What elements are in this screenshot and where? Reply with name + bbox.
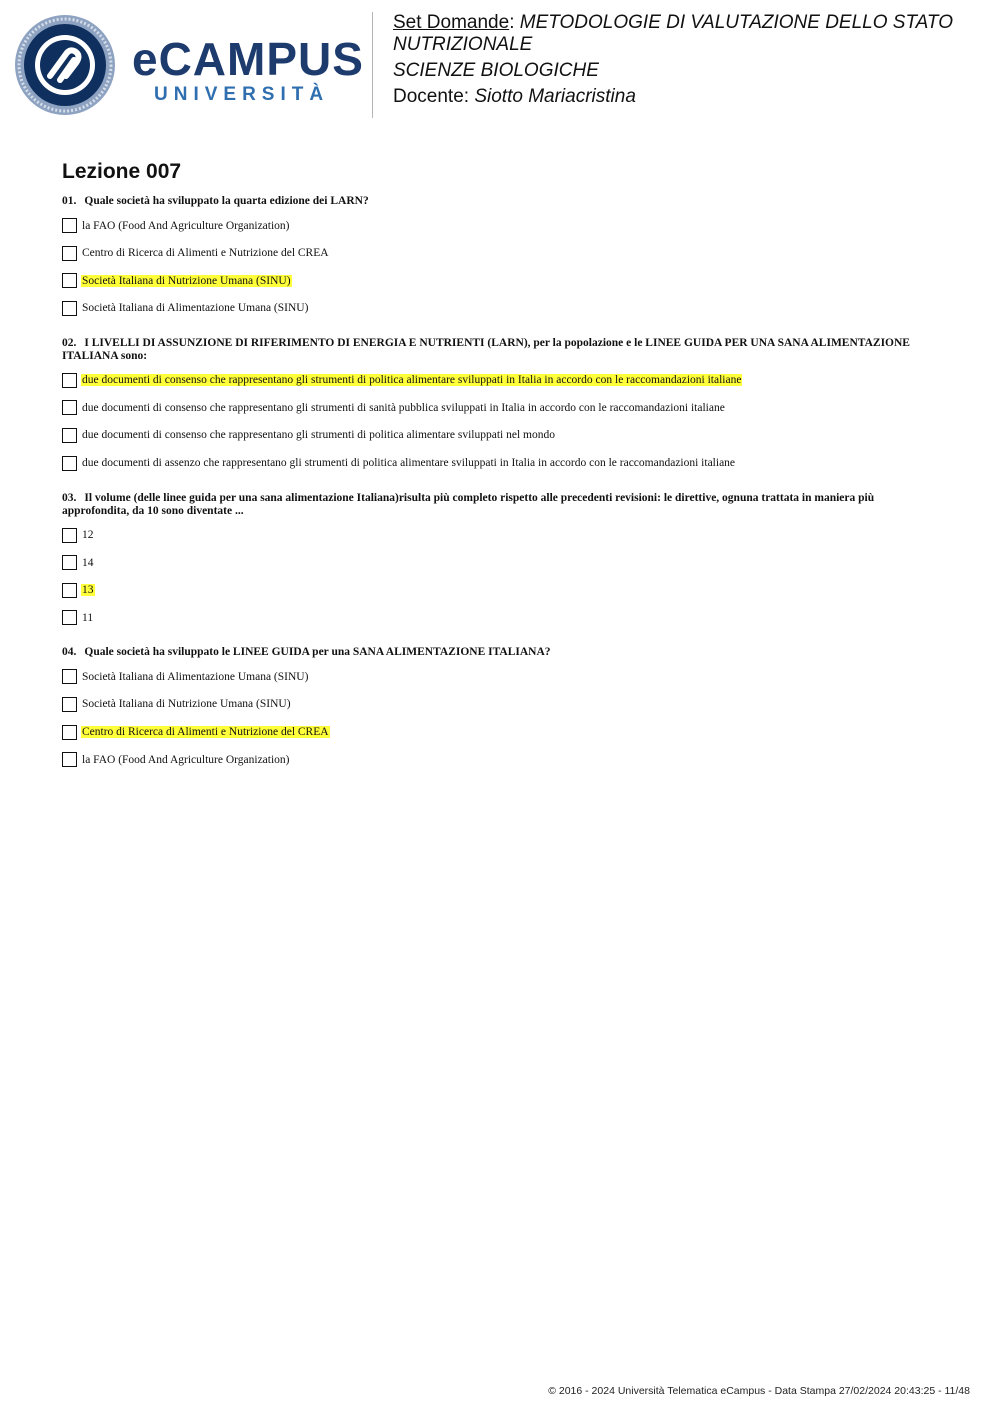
page-footer: © 2016 - 2024 Università Telematica eCampus - Data Stampa 27/02/2024 20:43:25 - 11/48 (548, 1385, 970, 1397)
answer-option[interactable] (62, 397, 942, 418)
answer-option-correct[interactable] (62, 722, 942, 743)
lesson-title: Lezione 007 (62, 160, 182, 183)
answer-checkbox[interactable] (62, 400, 77, 415)
answer-option-correct[interactable] (62, 270, 942, 291)
answer-checkbox[interactable] (62, 273, 77, 288)
answer-text-highlighted: Centro di Ricerca di Alimenti e Nutrizione del CREA (82, 726, 329, 739)
answer-checkbox[interactable] (62, 583, 77, 598)
answer-option[interactable] (62, 215, 942, 236)
answer-checkbox[interactable] (62, 697, 77, 712)
teacher-name: Siotto Mariacristina (474, 86, 636, 107)
question-text: 01. Quale società ha sviluppato la quarta edizione dei LARN? (62, 195, 369, 207)
answer-option[interactable] (62, 552, 942, 573)
answer-checkbox[interactable] (62, 610, 77, 625)
answer-option[interactable] (62, 243, 942, 264)
answer-option[interactable] (62, 525, 942, 546)
question-list (62, 195, 942, 788)
answer-checkbox[interactable] (62, 428, 77, 443)
question-3 (62, 492, 942, 629)
set-separator: : (509, 12, 520, 33)
answer-checkbox[interactable] (62, 301, 77, 316)
teacher-row (393, 86, 983, 108)
question-text: 04. Quale società ha sviluppato le LINEE GUIDA per una SANA ALIMENTAZIONE ITALIANA? (62, 646, 551, 659)
question-1 (62, 195, 942, 319)
answer-option[interactable] (62, 298, 942, 319)
question-text: 03. Il volume (delle linee guida per una sana alimentazione Italiana)risulta più completo rispetto alle precedenti revisioni: le direttive, ognuna trattata in maniera più approfondita, da 10 sono diventate ... (62, 491, 875, 517)
answer-option[interactable] (62, 694, 942, 715)
answer-option[interactable] (62, 607, 942, 628)
answer-checkbox[interactable] (62, 752, 77, 767)
answer-option[interactable] (62, 453, 942, 474)
answer-text: Società Italiana di Alimentazione Umana (SINU) (82, 670, 309, 683)
answer-checkbox[interactable] (62, 528, 77, 543)
answer-option-correct[interactable] (62, 580, 942, 601)
answer-text: due documenti di consenso che rappresentano gli strumenti di politica alimentare sviluppati nel mondo (82, 429, 555, 442)
answer-text: 11 (82, 611, 94, 624)
answer-text: la FAO (Food And Agriculture Organization) (82, 753, 290, 766)
answer-text: 12 (82, 529, 94, 542)
answer-checkbox[interactable] (62, 218, 77, 233)
logo-name: eCAMPUS (132, 33, 364, 85)
answer-option[interactable] (62, 749, 942, 770)
teacher-label: Docente: (393, 86, 475, 107)
answer-checkbox[interactable] (62, 373, 77, 388)
course-header (393, 12, 983, 112)
answer-checkbox[interactable] (62, 669, 77, 684)
answer-text: 14 (82, 556, 94, 569)
logo-subtitle: UNIVERSITÀ (154, 84, 330, 105)
course-title-row (393, 12, 983, 56)
answer-checkbox[interactable] (62, 725, 77, 740)
answer-text: Società Italiana di Alimentazione Umana (SINU) (82, 302, 309, 315)
answer-option[interactable] (62, 425, 942, 446)
header-divider (372, 12, 373, 118)
answer-checkbox[interactable] (62, 456, 77, 471)
answer-option-correct[interactable] (62, 370, 942, 391)
set-label: Set Domande (393, 12, 510, 33)
question-2 (62, 337, 942, 474)
answer-text-highlighted: 13 (82, 584, 94, 597)
answer-text-highlighted: Società Italiana di Nutrizione Umana (SINU) (82, 274, 291, 287)
answer-text: due documenti di assenzo che rappresentano gli strumenti di politica alimentare sviluppati in Italia in accordo con le raccomandazioni italiane (82, 457, 736, 470)
ecampus-wordmark (132, 33, 364, 106)
question-4 (62, 646, 942, 770)
answer-checkbox[interactable] (62, 555, 77, 570)
answer-text: la FAO (Food And Agriculture Organization) (82, 219, 290, 232)
answer-text: Centro di Ricerca di Alimenti e Nutrizione del CREA (82, 247, 329, 260)
answer-option[interactable] (62, 666, 942, 687)
answer-checkbox[interactable] (62, 246, 77, 261)
answer-text-highlighted: due documenti di consenso che rappresentano gli strumenti di politica alimentare sviluppati in Italia in accordo con le raccomandazioni italiane (82, 374, 742, 387)
answer-text: Società Italiana di Nutrizione Umana (SINU) (82, 698, 291, 711)
course-name: METODOLOGIE DI VALUTAZIONE DELLO STATO NUTRIZIONALE (393, 12, 953, 55)
ecampus-seal-logo (14, 14, 116, 116)
faculty-name: SCIENZE BIOLOGICHE (393, 60, 599, 81)
question-text: 02. I LIVELLI DI ASSUNZIONE DI RIFERIMENTO DI ENERGIA E NUTRIENTI (LARN), per la popolazione e le LINEE GUIDA PER UNA SANA ALIMENTAZIONE ITALIANA sono: (62, 336, 910, 362)
answer-text: due documenti di consenso che rappresentano gli strumenti di sanità pubblica sviluppati in Italia in accordo con le raccomandazioni italiane (82, 401, 725, 414)
